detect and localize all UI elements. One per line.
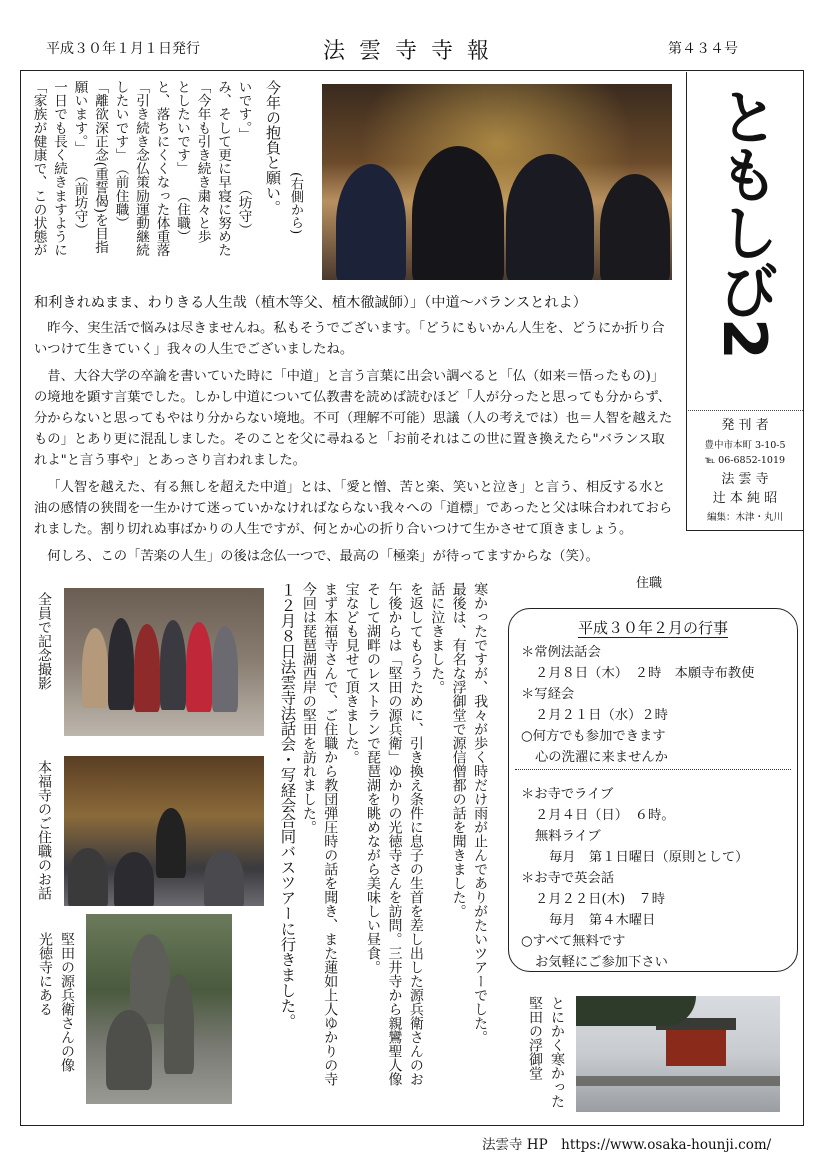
events-box <box>508 608 798 972</box>
tour-line: 寒かったですが、我々が歩く時だけ雨が止んでありがたいツアーでした。 <box>472 582 489 1044</box>
publisher-box <box>686 410 803 531</box>
caption-talk-photo: 本福寺のご住職のお話 <box>36 760 52 900</box>
tour-title: １２月８日法雲寺法話会・写経会合同バスツアーに行きました。 <box>278 582 297 1029</box>
issue-date: 平成３０年１月１日発行 <box>46 41 200 57</box>
photo-ukimido <box>576 996 780 1112</box>
logo-box <box>686 72 803 411</box>
publisher-tel: ℡ 06-6852-1019 <box>704 455 786 466</box>
article-body <box>34 318 674 573</box>
event-row: ２月４日（日） ６時。 <box>535 808 675 823</box>
event-row: ＊常例法話会 <box>521 645 601 660</box>
event-row: ○何方でも参加できます <box>521 729 666 744</box>
event-row: ２月２１日（水）２時 <box>535 708 668 723</box>
event-row: ２月８日（木） ２時 本願寺布教使 <box>535 666 755 681</box>
photo-statue <box>86 914 232 1104</box>
resolutions-from-right: (右側から) <box>288 172 303 235</box>
tour-line: 話に泣きました。 <box>429 582 446 694</box>
tour-line: 午後からは「堅田の源兵衛」ゆかりの光徳寺さんを訪問。三井寺から親鸞聖人像 <box>386 582 403 1086</box>
tour-report <box>276 582 490 1102</box>
event-row: お気軽にご参加下さい <box>535 955 668 970</box>
caption-ukimido-photo: とにかく寒かった 堅田の浮御堂 <box>527 996 565 1108</box>
events-title: 平成３０年２月の行事 <box>577 619 728 637</box>
event-row: 心の洗濯に来ませんか <box>535 750 668 765</box>
event-row: ＊写経会 <box>521 687 575 702</box>
article-paragraph: 「人智を越えた、有る無しを超えた中道」とは、「愛と憎、苦と楽、笑いと泣き」と言う、相反する水と油の感情の狭間を一生かけて迷っていかなければならない我々への「道標」であったと父は味合われておられました。割り切れぬ事ばかりの人生ですが、何とか心の折り合いつけて生かさせて頂きましょう。 <box>34 480 673 537</box>
tour-line: 最後は、有名な浮御堂で源信僧都の話を聞きました。 <box>450 582 467 918</box>
publisher-address: 豊中市本町 3-10-5 <box>704 440 786 451</box>
resolutions-text: いです。」 （坊守） み、そして更に早寝に努めた 「今年も引き続き粛々と歩 としたいです」 （住職） と、落ちにくくなった体重落 「引き続き念仏策励運動継続 したいです」 （前住職） 「離欲深正念(重誓偈)を目指 願います。」 （前坊守） 一日でも長く続きますように 「家族が健康で、この状態が <box>30 80 252 257</box>
event-row: 毎月 第４木曜日 <box>549 913 656 928</box>
publisher-temple: 法 雲 寺 <box>721 472 769 487</box>
caption-group-photo: 全員で記念撮影 <box>36 592 52 690</box>
caption-statue-photo: 堅田の源兵衛さんの像 光徳寺にある <box>37 932 75 1072</box>
tour-line: 今回は琵琶湖西岸の堅田を訪れました。 <box>300 582 317 834</box>
publisher-name: 辻 本 純 昭 <box>712 491 778 506</box>
article-paragraph: 昔、大谷大学の卒論を書いていた時に「中道」と言う言葉に出会い調べると「仏（如来＝悟ったもの)」の境地を顕す言葉でした。しかし中道について仏教書を読めば読むほど「人が分ったと思っても分からず、分からないと思ってもやはり分からない境地。不可（理解不可能）思議（人の考えでは）也＝人智を越えたもの」とあり更に混乱しました。そのことを父に尋ねると「お前それはこの世に置き換えたら"バランス取れよ"と言う事や」とあっさり言われました。 <box>34 369 673 468</box>
article-signature: 住職 <box>636 576 663 591</box>
event-row: ＊お寺でライブ <box>521 787 614 802</box>
tour-line: まず本福寺さんで、ご住職から教団弾圧時の話を聞き、また蓮如上人ゆかりの寺 <box>322 582 339 1086</box>
article-headline: 和利きれぬまま、わりきる人生哉（植木等父、植木徹誠師）」（中道～バランスとれよ） <box>34 295 587 311</box>
event-row: ２月２２日(木) ７時 <box>535 892 666 907</box>
event-row: 無料ライブ <box>535 829 601 844</box>
tour-line: 宝なども見せて頂きました。 <box>343 582 360 764</box>
article-paragraph: 昨今、実生活で悩みは尽きませんね。私もそうでございます。「どうにもいかん人生を、どうにか折り合いつけて生きていく」我々の人生でございましたね。 <box>34 321 665 357</box>
resolutions-heading-block <box>262 80 306 290</box>
tour-line: を返してもらうために、引き換え条件に息子の生首を差し出した源兵衛さんのお <box>407 582 424 1086</box>
issue-number: 第４３４号 <box>668 41 738 57</box>
photo-group <box>64 588 264 736</box>
resolutions-heading: 今年の抱負と願い。 <box>264 80 282 215</box>
footer-homepage[interactable]: 法雲寺 HP https://www.osaka-hounji.com/ <box>482 1137 772 1153</box>
event-row: ＊お寺で英会話 <box>521 871 615 886</box>
event-row: ○すべて無料です <box>521 934 626 949</box>
photo-family-in-temple <box>322 84 672 280</box>
masthead: 法雲寺寺報 <box>322 39 503 64</box>
tour-line: そして湖畔のレストランで琵琶湖を眺めながら美味しい昼食。 <box>365 582 382 974</box>
article-paragraph: 何しろ、この「苦楽の人生」の後は念仏一つで、最高の「極楽」が待ってますからな（笑）。 <box>47 549 599 564</box>
logo-title: ともしび2 <box>709 86 779 358</box>
event-row: 毎月 第１日曜日（原則として） <box>549 850 749 865</box>
publisher-editors: 編集：木津・丸川 <box>706 512 783 523</box>
events-divider <box>515 769 791 770</box>
photo-talk <box>64 756 264 906</box>
publisher-label: 発 刊 者 <box>721 418 769 433</box>
